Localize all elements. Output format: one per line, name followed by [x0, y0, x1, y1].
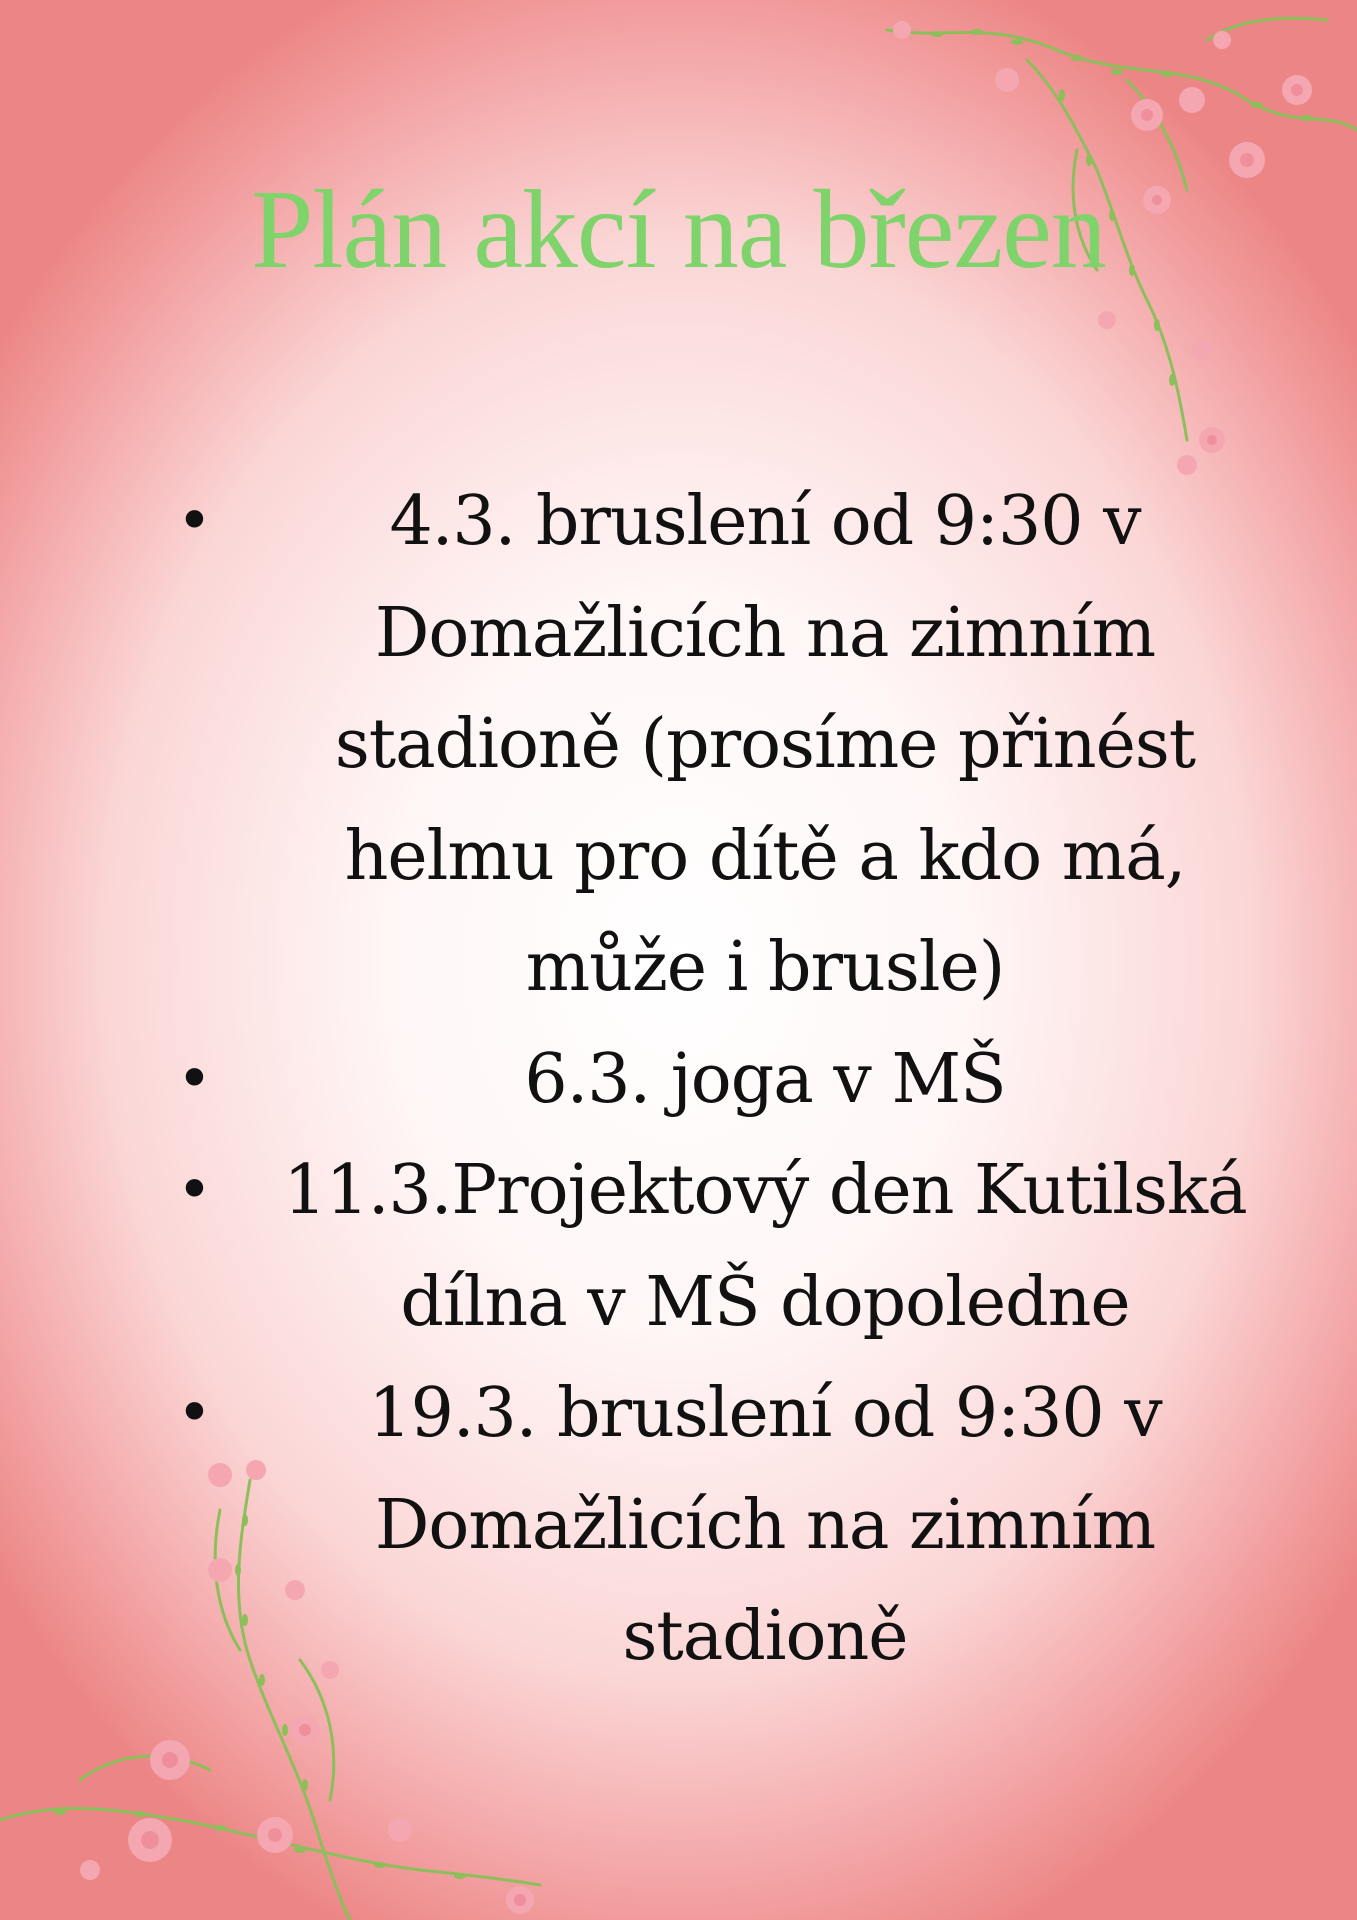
- event-text: 19.3. bruslení od 9:30 v Domažlicích na zimním stadioně: [368, 1374, 1162, 1676]
- event-text: 4.3. bruslení od 9:30 v Domažlicích na zimním stadioně (prosíme přinést helmu pro dítě a kdo má, může i brusle): [334, 482, 1196, 1007]
- event-list: [170, 466, 1250, 1693]
- list-item: [170, 1358, 1250, 1693]
- event-text: 6.3. joga v MŠ: [524, 1039, 1006, 1119]
- bullet-icon: •: [176, 486, 212, 556]
- poster-title: Plán akcí na březen: [251, 168, 1106, 292]
- list-item: [170, 466, 1250, 1024]
- event-text: 11.3.Projektový den Kutilská dílna v MŠ dopoledne: [283, 1151, 1247, 1342]
- bullet-icon: •: [176, 1155, 212, 1225]
- bullet-icon: •: [176, 1378, 212, 1448]
- list-item: [170, 1135, 1250, 1358]
- bullet-icon: •: [176, 1043, 212, 1114]
- list-item: [170, 1024, 1250, 1136]
